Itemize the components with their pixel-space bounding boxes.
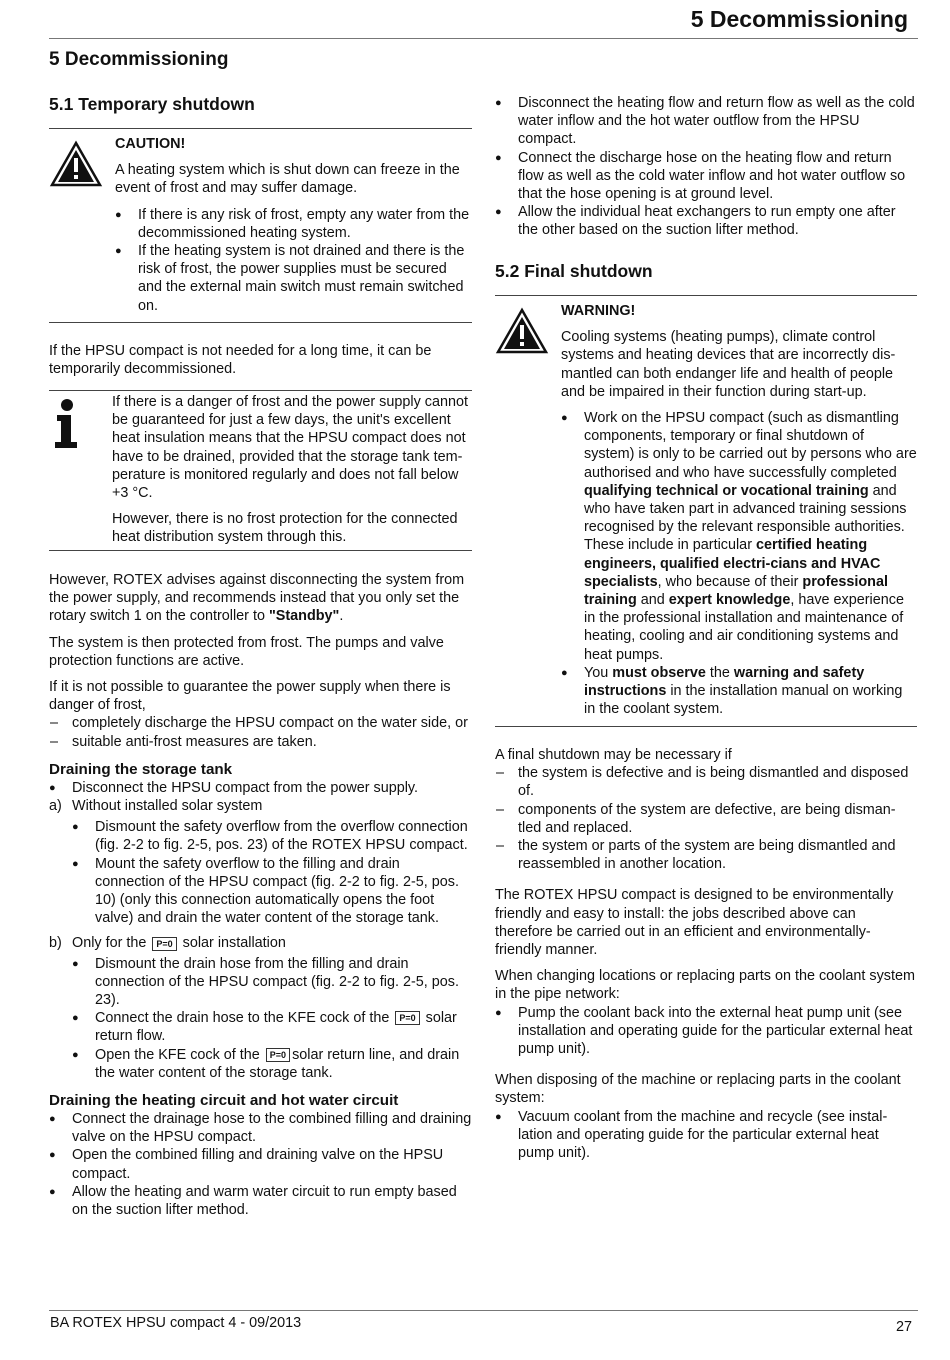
bullet-item: ● Allow the individual heat exchangers to run empty one after the other based on the suction lifter method. [495,203,917,239]
bullet-item: ● Open the KFE cock of the P=0 solar return line, and drain the water content of the storage tank. [72,1046,472,1082]
warning-triangle-icon [495,307,549,360]
alpha-item: a) Without installed solar system [49,798,263,815]
paragraph: When disposing of the machine or replacing parts in the coolant system: [495,1072,901,1107]
bullet-item: ● Vacuum coolant from the machine and recycle (see instal-lation and operating guide for the particular external heat pump unit). [495,1108,917,1163]
pressure-zero-icon: P=0 [152,937,176,951]
section-5-2-title: 5.2 Final shutdown [495,261,653,281]
bullet-item: ● Pump the coolant back into the external heat pump unit (see installation and operating guide for the particular external heat pump unit). [495,1004,917,1059]
dash-item: – the system or parts of the system are being dismantled and reassembled in another location. [495,837,917,873]
caution-bullet: ● If there is any risk of frost, empty any water from the decommissioned heating system. [115,206,472,242]
header-rule [49,38,918,39]
subheading-draining-heating-circuit: Draining the heating circuit and hot water circuit [49,1092,399,1110]
bullet-item: ● Disconnect the HPSU compact from the power supply. [49,779,472,797]
bullet-item: ● Mount the safety overflow to the filling and drain connection of the HPSU compact (fig. 2-2 to fig. 2-5, pos. 10) (only this connection automatically opens the foot valve) and drain the water content of the storage tank. [72,855,472,928]
pressure-zero-icon: P=0 [395,1011,419,1025]
running-header-title: 5 Decommissioning [690,6,908,32]
bullet-item: ● Allow the heating and warm water circuit to run empty based on the suction lifter method. [49,1183,472,1219]
subheading-draining-storage-tank: Draining the storage tank [49,760,233,778]
paragraph: If the HPSU compact is not needed for a long time, it can be temporarily decommissioned. [49,343,432,378]
bullet-item: ● Open the combined filling and draining valve on the HPSU compact. [49,1146,472,1182]
info-paragraph: If there is a danger of frost and the power supply cannot be guaranteed for just a few days, the unit's excellent heat insulation means that the HPSU compact does not have to be drained, provided that the storage tank tem-perature is monitored regularly and does not fall below +3 °C. [112,394,468,502]
info-icon [51,398,81,455]
footer-rule [49,1310,918,1311]
bullet-item: ● Connect the discharge hose on the heating flow and return flow as well as the cold water inflow and hot water outflow so that the hose opening is at ground level. [495,149,917,204]
bullet-item: ● Disconnect the heating flow and return flow as well as the cold water inflow and the hot water outflow from the HPSU compact. [495,94,917,149]
alpha-item: b) Only for the P=0 solar installation [49,935,286,952]
dash-item: – the system is defective and is being dismantled and disposed of. [495,764,917,800]
bullet-item: ● Connect the drainage hose to the combined filling and draining valve on the HPSU compact. [49,1110,472,1146]
pressure-zero-icon: P=0 [266,1048,290,1062]
dash-item: – completely discharge the HPSU compact on the water side, or [49,714,472,732]
section-5-1-title: 5.1 Temporary shutdown [49,94,255,114]
paragraph: When changing locations or replacing parts on the coolant system in the pipe network: [495,968,915,1003]
bullet-item: ● Dismount the drain hose from the filling and drain connection of the HPSU compact (fig. 2-2 to fig. 2-5, pos. 23). [72,955,472,1010]
warning-bottom-rule [495,726,917,727]
bullet-item: ● Dismount the safety overflow from the overflow connection (fig. 2-2 to fig. 2-5, pos. 23) of the ROTEX HPSU compact. [72,818,472,854]
paragraph: The system is then protected from frost. The pumps and valve protection functions are active. [49,634,444,669]
chapter-title: 5 Decommissioning [49,49,229,70]
caution-bullet: ● If the heating system is not drained and there is the risk of frost, the power supplies must be secured and the external main switch must remain switched on. [115,242,472,315]
warning-label: WARNING! [561,303,636,319]
warning-triangle-icon [49,140,103,193]
page-number: 27 [895,1319,912,1335]
paragraph: If it is not possible to guarantee the power supply when there is danger of frost, [49,679,451,714]
dash-item: – components of the system are defective, are being disman-tled and replaced. [495,801,917,837]
warning-bullet: ● You must observe the warning and safety instructions in the installation manual on working in the coolant system. [561,664,917,719]
footer-document-title: BA ROTEX HPSU compact 4 - 09/2013 [50,1315,302,1331]
info-paragraph: However, there is no frost protection for the connected heat distribution system through this. [112,511,458,546]
caution-top-rule [49,128,472,129]
warning-bullet: ● Work on the HPSU compact (such as dismantling components, temporary or final shutdown of system) is only to be carried out by persons who are authorised and who have successfully completed qualifying technical or vocational training and who have taken part in advanced training sessions recognised by the relevant responsible authorities. These include in particular certified heating engineers, qualified electri-cians and HVAC specialists, who because of their professional training and expert knowledge, have experience in the professional installation and maintenance of heating, cooling and air conditioning systems and heat pumps. [561,409,917,664]
info-bottom-rule [49,550,472,551]
paragraph: A final shutdown may be necessary if [495,747,732,763]
caution-bottom-rule [49,322,472,323]
warning-text: Cooling systems (heating pumps), climate control systems and heating devices that are incorrectly dis-mantled can both endanger life and health of people and be impaired in their function during start-up. [561,329,896,400]
caution-text: A heating system which is shut down can freeze in the event of frost and may suffer damage. [115,162,460,197]
caution-label: CAUTION! [115,136,186,152]
dash-item: – suitable anti-frost measures are taken. [49,733,472,751]
warning-top-rule [495,295,917,296]
standby-label: "Standby" [268,608,340,625]
info-top-rule [49,390,472,391]
bullet-item: ● Connect the drain hose to the KFE cock of the P=0 solar return flow. [72,1009,472,1045]
paragraph: However, ROTEX advises against disconnecting the system from the power supply, and recommends instead that you only set the rotary switch 1 on the controller to "Standby". [49,572,465,625]
paragraph: The ROTEX HPSU compact is designed to be environmentally friendly and easy to install: the jobs described above can therefore be carried out in an efficient and environmentally-friendly manner. [495,887,894,959]
